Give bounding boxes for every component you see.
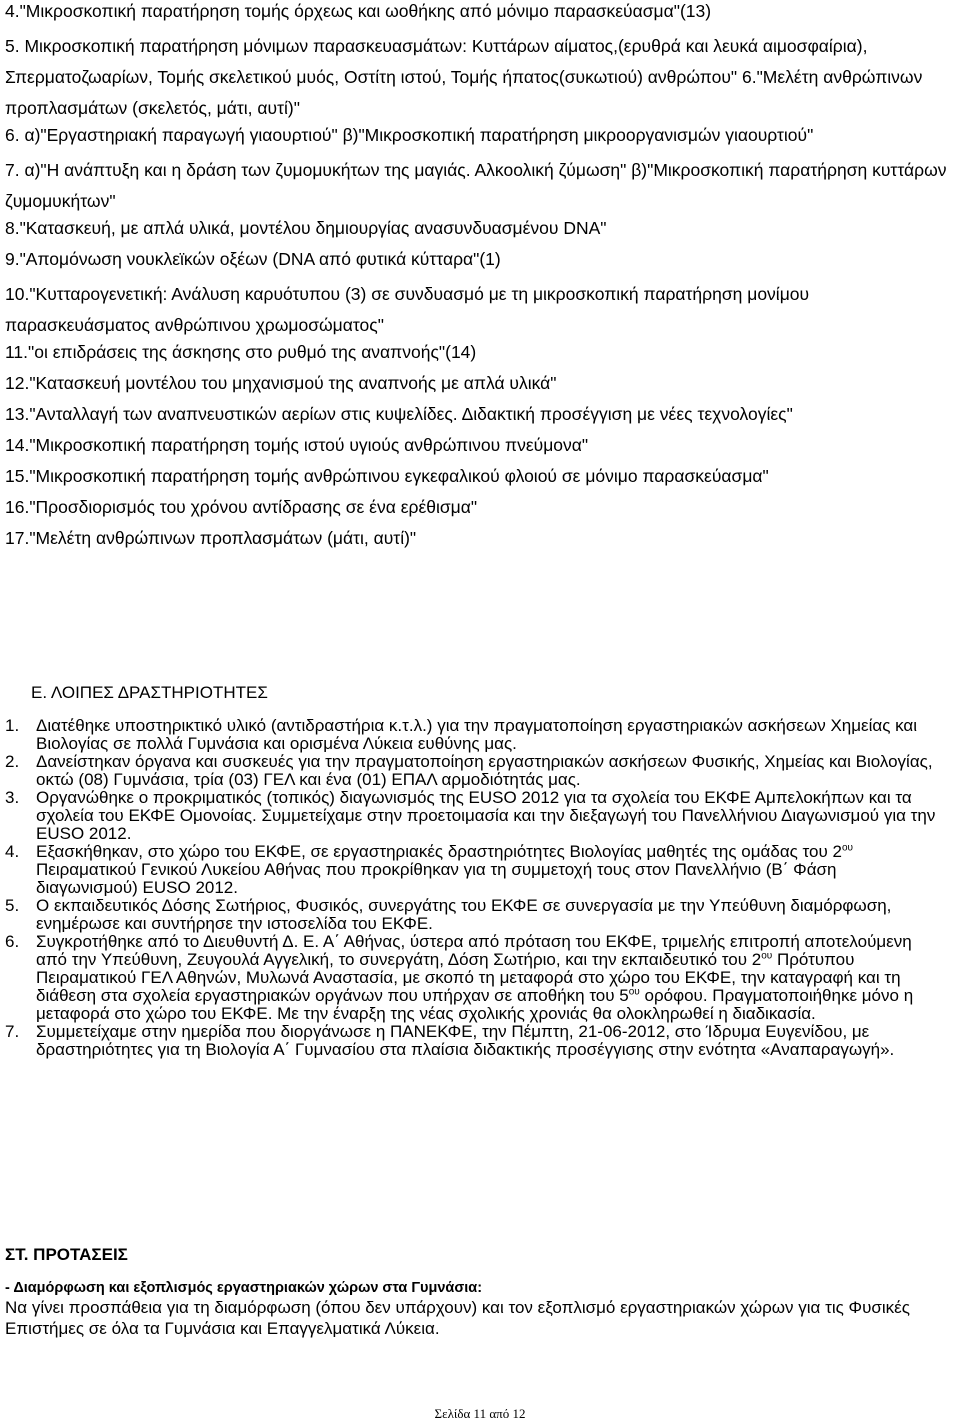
- list-item: [0, 1023, 940, 1059]
- item-text: Οργανώθηκε ο προκριματικός (τοπικός) διαγωνισμός της EUSO 2012 για τα σχολεία του ΕΚΦΕ Αμπελοκήπων και τα σχολεία του ΕΚΦΕ Ομονοίας. Συμμετείχαμε στην προετοιμασία και την διεξαγωγή του Πανελλήνιου Διαγωνισμού για την EUSO 2012.: [36, 788, 936, 843]
- lab-item: 7. α)"Η ανάπτυξη και η δράση των ζυμομυκήτων της μαγιάς. Αλκοολική ζύμωση" β)"Μικροσκοπική παρατήρηση κυττάρων ζυμομυκήτων": [5, 160, 947, 211]
- item-text-part: ορόφου. Πραγματοποιήθηκε μόνο η μεταφορά στο χώρο του ΕΚΦΕ. Με την έναρξη της νέας σχολικής χρονιάς θα ολοκληρωθεί η διαδικασία.: [36, 986, 914, 1023]
- item-text-part: Πρότυπου Πειραματικού ΓΕΛ Αθηνών, Μυλωνά Αναστασία, με σκοπό τη μεταφορά στο χώρο του ΕΚΦΕ, την καταγραφή και τη διάθεση στα σχολεία εργαστηριακών οργάνων που υπήρχαν σε αποθήκη του 5: [36, 950, 901, 1005]
- list-item: [0, 843, 940, 897]
- item-text-part: Εξασκήθηκαν, στο χώρο του ΕΚΦΕ, σε εργαστηριακές δραστηριότητες Βιολογίας μαθητές της ομάδας του 2: [36, 842, 842, 861]
- list-item: [0, 753, 940, 789]
- section-st-text: Να γίνει προσπάθεια για τη διαμόρφωση (όπου δεν υπάρχουν) και τον εξοπλισμό εργαστηριακών χώρων για τις Φυσικές Επιστήμες σε όλα τα Γυμνάσια και Επαγγελματικά Λύκεια.: [5, 1298, 910, 1338]
- lab-item: 8."Κατασκευή, με απλά υλικά, μοντέλου δημιουργίας ανασυνδυασμένου DNA": [5, 218, 607, 238]
- item-text: Διατέθηκε υποστηρικτικό υλικό (αντιδραστήρια κ.τ.λ.) για την πραγματοποίηση εργαστηριακών ασκήσεων Χημείας και Βιολογίας σε πολλά Γυμνάσια και ορισμένα Λύκεια ευθύνης μας.: [36, 716, 918, 753]
- lab-item: 13."Ανταλλαγή των αναπνευστικών αερίων στις κυψελίδες. Διδακτική προσέγγιση με νέες τεχνολογίες": [5, 404, 793, 424]
- item-text: [36, 933, 940, 1023]
- lab-item: 12."Κατασκευή μοντέλου του μηχανισμού της αναπνοής με απλά υλικά": [5, 373, 557, 393]
- ordinal-suffix: ου: [628, 986, 640, 998]
- lab-item: 5. Μικροσκοπική παρατήρηση μόνιμων παρασκευασμάτων: Κυττάρων αίματος,(ερυθρά και λευκά αιμοσφαίρια), Σπερματοζωαρίων, Τομής σκελετικού μυός, Οστίτη ιστού, Τομής ήπατος(συκωτιού) ανθρώπου" 6."Μελέτη ανθρώπινων προπλασμάτων (σκελετός, μάτι, αυτί)": [5, 36, 923, 118]
- section-st-title: ΣΤ. ΠΡΟΤΑΣΕΙΣ: [5, 1245, 128, 1264]
- lab-item: 9."Απομόνωση νουκλεϊκών οξέων (DNA από φυτικά κύτταρα"(1): [5, 249, 501, 269]
- lab-item: 14."Μικροσκοπική παρατήρηση τομής ιστού υγιούς ανθρώπινου πνεύμονα": [5, 435, 589, 455]
- list-item: [0, 789, 940, 843]
- list-item: [0, 717, 940, 753]
- list-item: [0, 897, 940, 933]
- item-text: Συμμετείχαμε στην ημερίδα που διοργάνωσε η ΠΑΝΕΚΦΕ, την Πέμπτη, 21-06-2012, στο Ίδρυμα Ευγενίδου, με δραστηριότητες για τη Βιολογία Α΄ Γυμνασίου στα πλαίσια διδακτικής προσέγγισης στην ενότητα «Αναπαραγωγή».: [36, 1022, 895, 1059]
- lab-item: 16."Προσδιορισμός του χρόνου αντίδρασης σε ένα ερέθισμα": [5, 497, 478, 517]
- item-number: 7.: [5, 1022, 20, 1041]
- lab-item: 11."οι επιδράσεις της άσκησης στο ρυθμό της αναπνοής"(14): [5, 342, 477, 362]
- lab-item: 10."Κυτταρογενετική: Ανάλυση καρυότυπου (3) σε συνδυασμό με τη μικροσκοπική παρατήρηση μονίμου παρασκευάσματος ανθρώπινου χρωμοσώματος": [5, 284, 810, 335]
- lab-item: 6. α)"Εργαστηριακή παραγωγή γιαουρτιού" β)"Μικροσκοπική παρατήρηση μικροοργανισμών γιαουρτιού": [5, 125, 814, 145]
- item-text-part: Πειραματικού Γενικού Λυκείου Αθήνας που προκρίθηκαν για τη συμμετοχή τους στον Πανελλήνιο (Β΄ Φάση διαγωνισμού) EUSO 2012.: [36, 860, 837, 897]
- section-e-title: Ε. ΛΟΙΠΕΣ ΔΡΑΣΤΗΡΙΟΤΗΤΕΣ: [31, 683, 268, 702]
- item-number: 3.: [5, 788, 20, 807]
- ordinal-suffix: ου: [841, 842, 853, 854]
- item-number: 4.: [5, 842, 20, 861]
- item-number: 2.: [5, 752, 20, 771]
- section-st-subtitle: - Διαμόρφωση και εξοπλισμός εργαστηριακών χώρων στα Γυμνάσια:: [5, 1280, 483, 1296]
- item-text-part: Συγκροτήθηκε από το Διευθυντή Δ. Ε. Α΄ Αθήνας, ύστερα από πρόταση του ΕΚΦΕ, τριμελής επιτροπή αποτελούμενη από την Υπεύθυνη, Ζευγουλά Αγγελική, το συνεργάτη, Δόση Σωτήριο, και την εκπαιδευτικό του 2: [36, 932, 912, 969]
- page-footer: Σελίδα 11 από 12: [434, 1406, 526, 1421]
- item-number: 1.: [5, 716, 20, 735]
- lab-item: 4."Μικροσκοπική παρατήρηση τομής όρχεως και ωοθήκης από μόνιμο παρασκεύασμα"(13): [5, 1, 712, 21]
- item-text: Ο εκπαιδευτικός Δόσης Σωτήριος, Φυσικός, συνεργάτης του ΕΚΦΕ σε συνεργασία με την Υπεύθυνη διαμόρφωση, ενημέρωσε και συντήρησε την ιστοσελίδα του ΕΚΦΕ.: [36, 896, 892, 933]
- item-text: [36, 843, 940, 897]
- lab-item: 15."Μικροσκοπική παρατήρηση τομής ανθρώπινου εγκεφαλικού φλοιού σε μόνιμο παρασκεύασμα": [5, 466, 769, 486]
- section-e-list: [0, 717, 940, 1059]
- lab-exercise-list: [5, 0, 955, 558]
- item-number: 6.: [5, 932, 20, 951]
- list-item: [0, 933, 940, 1023]
- item-text: Δανείστηκαν όργανα και συσκευές για την πραγματοποίηση εργαστηριακών ασκήσεων Φυσικής, Χημείας και Βιολογίας, οκτώ (08) Γυμνάσια, τρία (03) ΓΕΛ και ένα (01) ΕΠΑΛ αρμοδιότητάς μας.: [36, 752, 933, 789]
- lab-item: 17."Μελέτη ανθρώπινων προπλασμάτων (μάτι, αυτί)": [5, 528, 417, 548]
- ordinal-suffix: ου: [761, 950, 773, 962]
- item-number: 5.: [5, 896, 20, 915]
